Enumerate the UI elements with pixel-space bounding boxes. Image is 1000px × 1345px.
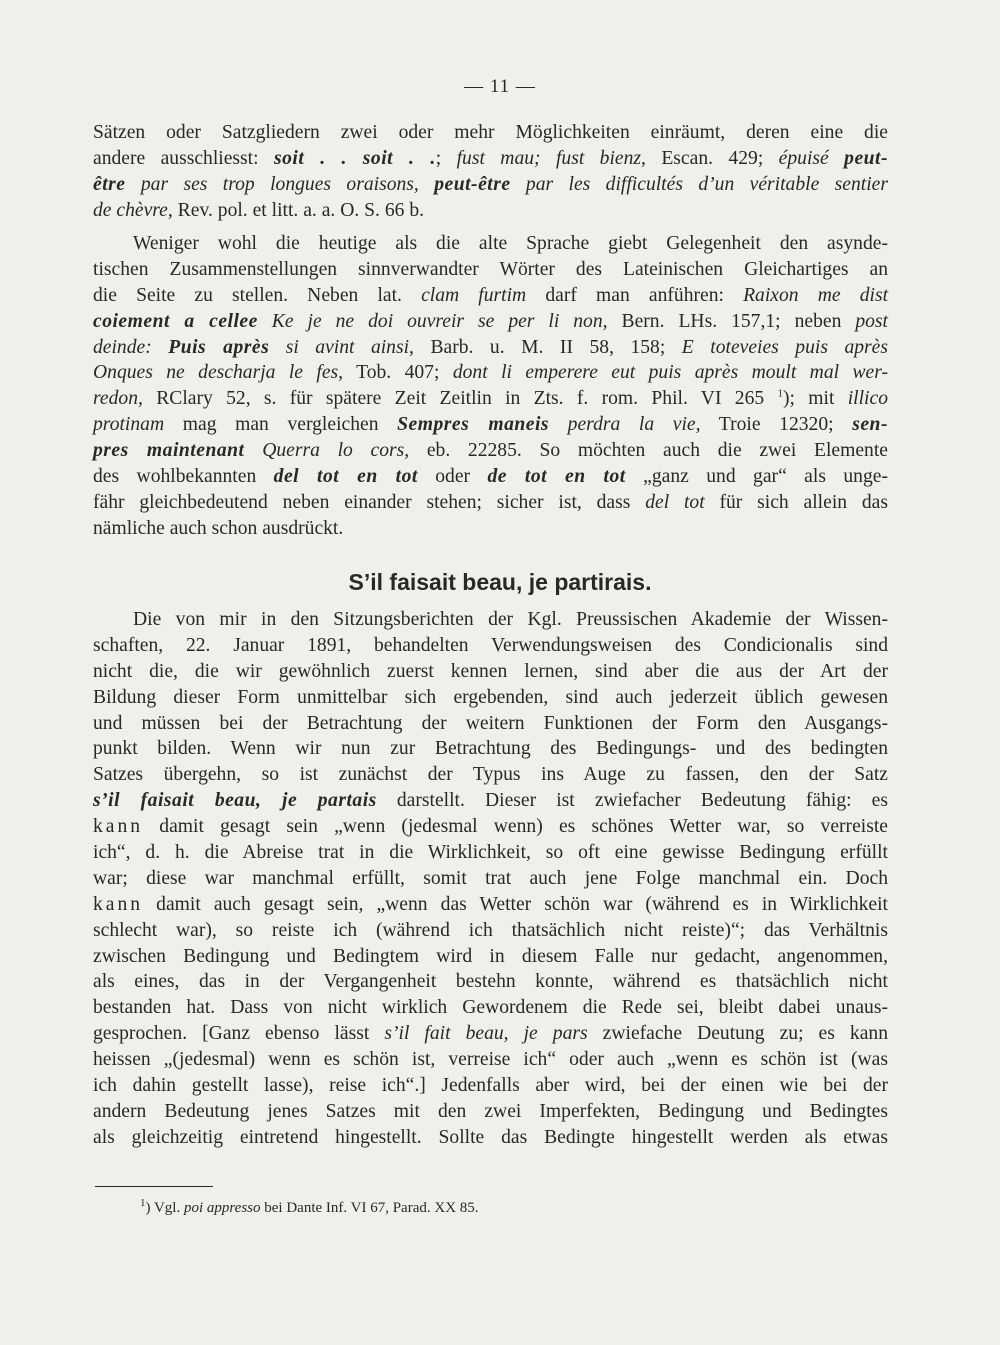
text-line <box>93 172 888 198</box>
text-run: eb. 22285. So möchten auch die zwei Elemente <box>409 440 888 462</box>
highlighted-term: soit . . soit . . <box>273 147 436 169</box>
paragraph-1 <box>93 120 888 224</box>
italic-text: épuisé <box>778 147 845 169</box>
text-run: Satzes übergehn, so ist zunächst der Typus ins Auge zu fassen, den der Satz <box>93 764 888 786</box>
text-run: Weniger wohl die heutige als die alte Sprache giebt Gelegenheit den asynde- <box>133 233 888 254</box>
highlighted-term: del tot en tot <box>273 466 418 488</box>
text-line <box>93 918 888 944</box>
italic-text: Querra lo cors, <box>244 440 410 462</box>
text-line <box>93 711 888 737</box>
text-run: als gleichzeitig eintretend hingestellt. Sollte das Bedingte hingestellt werden als etwas <box>93 1126 888 1148</box>
italic-text: protinam <box>93 414 165 436</box>
text-line <box>93 283 888 309</box>
text-run: Tob. 407; <box>343 362 453 384</box>
text-run: Bern. LHs. 157,1; neben <box>607 310 856 332</box>
italic-text: dont li emperere eut puis après moult mal wer- <box>452 362 888 384</box>
text-run: schaften, 22. Januar 1891, behandelten Verwendungsweisen des Condicionalis sind <box>93 634 888 656</box>
text-run: Sätzen oder Satzgliedern zwei oder mehr Möglichkeiten einräumt, deren eine die <box>93 122 888 143</box>
paragraph-2 <box>93 231 888 542</box>
text-run: Escan. 429; <box>645 147 779 169</box>
text-run: bestanden hat. Dass von nicht wirklich Gewordenem die Rede sei, bleibt dabei unaus- <box>93 997 888 1019</box>
text-run: nicht die, die wir gewöhnlich zuerst kennen lernen, sind aber die aus der Art der <box>93 660 888 682</box>
text-line <box>93 633 888 659</box>
italic-text: Onques ne descharja le fes, <box>93 362 344 384</box>
text-run: zwischen Bedingung und Bedingtem wird in diesem Falle nur gedacht, angenommen, <box>93 945 888 967</box>
highlighted-term: peut-être <box>434 173 511 195</box>
italic-text: de chèvre, <box>93 199 173 221</box>
text-line <box>93 607 888 633</box>
text-run: ; <box>435 147 457 169</box>
highlighted-term: de tot en tot <box>487 466 626 488</box>
text-run: „ganz und gar“ als unge- <box>625 466 888 488</box>
text-run: Troie 12320; <box>700 414 853 436</box>
italic-text: par ses trop longues oraisons, <box>125 173 435 195</box>
italic-text: clam furtim <box>421 284 527 306</box>
text-run: bei Dante Inf. VI 67, Parad. XX 85. <box>260 1200 479 1216</box>
text-run: darstellt. Dieser ist zwiefacher Bedeutung fähig: es <box>376 790 888 812</box>
italic-text: post <box>855 310 888 332</box>
italic-text: deinde: <box>93 336 169 358</box>
highlighted-term: être <box>93 173 126 195</box>
text-line <box>93 386 888 412</box>
text-run: heissen „(jedesmal) wenn es schön ist, verreise ich“ oder auch „wenn es schön ist (was <box>93 1049 888 1071</box>
text-run: darf man anführen: <box>526 284 744 306</box>
text-line <box>93 120 888 146</box>
text-run: Die von mir in den Sitzungsberichten der Kgl. Preussischen Akademie der Wissen- <box>133 609 888 630</box>
text-line <box>93 995 888 1021</box>
text-line <box>93 944 888 970</box>
text-line <box>93 659 888 685</box>
text-run: andern Bedeutung jenes Satzes mit den zwei Imperfekten, Bedingung und Bedingtes <box>93 1100 888 1122</box>
footnote-marker: 1 <box>140 1197 146 1209</box>
italic-text: Raixon me dist <box>743 284 889 306</box>
highlighted-term: coiement a cellee <box>93 310 258 332</box>
text-run: damit auch gesagt sein, „wenn das Wetter schön war (während es in Wirklichkeit <box>143 893 888 915</box>
text-run: RClary 52, s. für spätere Zeit Zeitlin in Zts. f. rom. Phil. VI 265 <box>142 388 778 410</box>
text-run: zwiefache Deutung zu; es kann <box>587 1023 889 1045</box>
text-line <box>93 490 888 516</box>
text-line <box>93 146 888 172</box>
text-line <box>93 412 888 438</box>
text-run: nämliche auch schon ausdrückt. <box>93 517 344 539</box>
highlighted-term: pres maintenant <box>93 440 245 462</box>
text-line <box>93 464 888 490</box>
text-run: punkt bilden. Wenn wir nun zur Betrachtung des Bedingungs- und des bedingten <box>93 738 888 760</box>
text-run: mag man vergleichen <box>164 414 398 436</box>
text-line <box>93 198 888 224</box>
text-run: ich dahin gestellt lasse), reise ich“.] Jedenfalls aber wird, bei der einen wie bei der <box>93 1075 888 1097</box>
highlighted-term: s’il faisait beau, je partais <box>93 790 377 812</box>
text-run: die Seite zu stellen. Neben lat. <box>93 284 422 306</box>
text-run: für sich allein das <box>704 491 888 513</box>
italic-text: perdra la vie, <box>549 414 701 436</box>
italic-text: fust mau; fust bienz, <box>456 147 646 169</box>
page-number: — 11 — <box>464 76 536 97</box>
text-line <box>93 685 888 711</box>
text-line <box>93 762 888 788</box>
text-line <box>93 866 888 892</box>
text-run: war; diese war manchmal erfüllt, somit trat auch jene Folge manchmal ein. Doch <box>93 867 888 889</box>
italic-text: illico <box>847 388 888 410</box>
italic-text: del tot <box>645 491 705 513</box>
text-line <box>93 1073 888 1099</box>
italic-text: E toteveies puis après <box>681 336 888 358</box>
text-line <box>93 814 888 840</box>
text-line <box>93 309 888 335</box>
italic-text: si avint ainsi, <box>269 336 414 358</box>
italic-text: redon, <box>93 388 143 410</box>
text-run: oder <box>417 466 488 488</box>
text-run: ) Vgl. <box>145 1200 184 1216</box>
paragraph-3 <box>93 607 888 1151</box>
italic-text: Ke je ne doi ouvreir se per li non, <box>257 310 608 332</box>
text-run: ich“, d. h. die Abreise trat in die Wirklichkeit, so oft eine gewisse Bedingung erfüllt <box>93 842 888 864</box>
text-run: Bildung dieser Form unmittelbar sich ergebenden, sind auch jederzeit üblich gewesen <box>93 686 888 708</box>
text-run: andere ausschliesst: <box>93 147 274 169</box>
text-line <box>93 736 888 762</box>
text-line <box>93 840 888 866</box>
text-run: tischen Zusammenstellungen sinnverwandter Wörter des Lateinischen Gleichartiges an <box>93 258 888 280</box>
text-line <box>93 516 888 542</box>
text-line <box>93 438 888 464</box>
highlighted-term: Puis après <box>168 336 270 358</box>
text-line <box>93 788 888 814</box>
text-line <box>93 1047 888 1073</box>
text-run: schlecht war), so reiste ich (während ich thatsächlich nicht reiste)“; das Verhältnis <box>93 919 888 941</box>
footnote-rule <box>95 1186 213 1187</box>
highlighted-term: peut- <box>844 147 888 169</box>
text-run: Barb. u. M. II 58, 158; <box>413 336 682 358</box>
text-run: Rev. pol. et litt. a. a. O. S. 66 b. <box>172 199 425 221</box>
text-line <box>93 257 888 283</box>
text-line <box>93 969 888 995</box>
text-run: fähr gleichbedeutend neben einander stehen; sicher ist, dass <box>93 491 646 513</box>
text-line <box>93 1125 888 1151</box>
text-run: des wohlbekannten <box>93 466 274 488</box>
text-run: und müssen bei der Betrachtung der weitern Funktionen der Form den Ausgangs- <box>93 712 888 734</box>
text-run: ); mit <box>783 388 848 410</box>
text-line <box>93 360 888 386</box>
text-run: gesprochen. [Ganz ebenso lässt <box>93 1023 385 1045</box>
spaced-emphasis: kann <box>93 893 144 915</box>
italic-text: par les difficultés d’un véritable sentier <box>510 173 888 195</box>
text-line <box>93 335 888 361</box>
text-line <box>93 1021 888 1047</box>
text-line <box>93 231 888 257</box>
text-line <box>93 1099 888 1125</box>
footnote-marker: 1 <box>777 387 783 400</box>
italic-text: poi appresso <box>183 1200 261 1216</box>
highlighted-term: sen- <box>852 414 888 436</box>
text-run: damit gesagt sein „wenn (jedesmal wenn) es schönes Wetter war, so verreiste <box>143 816 888 838</box>
highlighted-term: Sempres maneis <box>397 414 550 436</box>
section-title: S’il faisait beau, je partirais. <box>348 569 652 595</box>
text-run: als eines, das in der Vergangenheit bestehn konnte, während es thatsächlich nicht <box>93 971 888 993</box>
italic-text: s’il fait beau, je pars <box>384 1023 588 1045</box>
text-line <box>93 892 888 918</box>
spaced-emphasis: kann <box>93 816 144 838</box>
footnote <box>140 1197 479 1219</box>
